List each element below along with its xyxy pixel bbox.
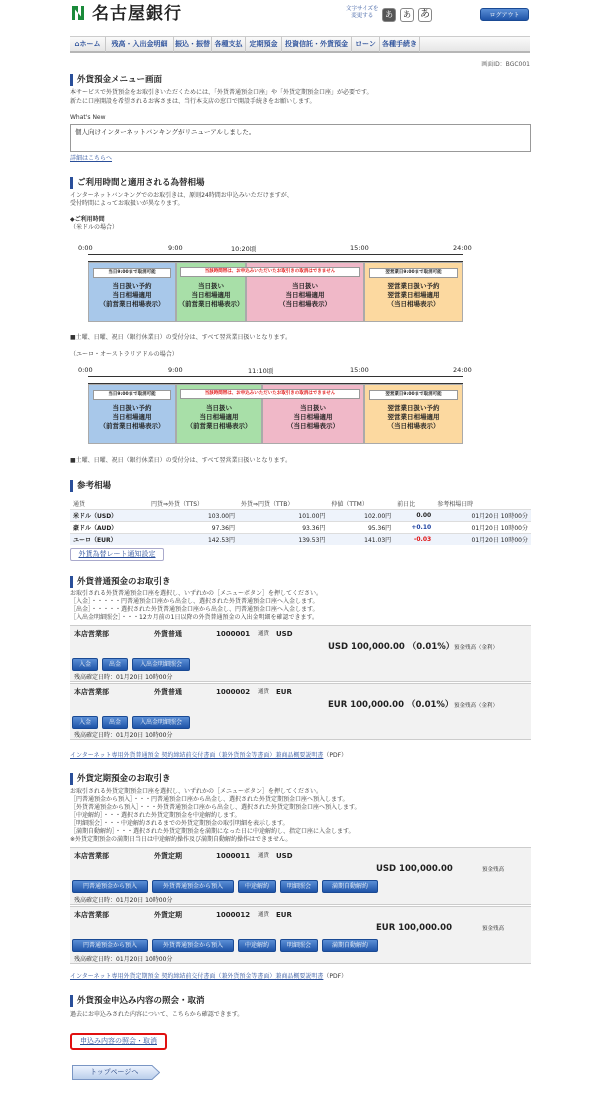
usd-tick-2: 10:20頃 xyxy=(231,245,257,253)
ordinary-desc-1: お取引される外貨普通預金口座を選択し、いずれかの［メニューボタン］を押してください。 xyxy=(70,590,323,597)
weekend-note-usd: ■土曜、日曜、祝日（銀行休業日）の受付分は、すべて翌営業日扱いとなります。 xyxy=(70,334,292,341)
time-desc-1: お取引される外貨定期預金口座を選択し、いずれかの［メニューボタン］を押してください。 xyxy=(70,788,323,795)
ordinary-balance-2: EUR 100,000.00 （0.01%） xyxy=(328,700,454,710)
font-size-medium-button[interactable]: あ xyxy=(400,8,414,22)
bank-name: 名古屋銀行 xyxy=(92,4,182,24)
ordinary-title: 外貨普通預金のお取引き xyxy=(70,576,171,588)
time-bar xyxy=(88,376,463,384)
time-title: 外貨定期預金のお取引き xyxy=(70,773,171,785)
nav-time-deposit[interactable]: 定期預金 xyxy=(246,37,282,52)
time-desc-4: ［中途解約］・・・選択された外貨定期預金を中途解約します。 xyxy=(70,812,241,819)
nav-transfer[interactable]: 振込・振替 xyxy=(174,37,212,52)
ordinary-desc-2: ［入金］・・・・・円普通預金口座から出金し、選択された外貨普通預金口座へ入金します。 xyxy=(70,598,319,605)
usd-caption: （米ドルの場合） xyxy=(70,224,119,231)
weekend-note-eur: ■土曜、日曜、祝日（銀行休業日）の受付分は、すべて翌営業日扱いとなります。 xyxy=(70,457,292,464)
usd-col-9-1020: 当日扱い 当日相場適用 （前営業日相場表示） xyxy=(176,262,246,322)
usd-col-1020-15: 当日扱い 当日相場適用 （当日相場表示） xyxy=(246,262,364,322)
whats-new-box: 個人向けインターネットバンキングがリニューアルしました。 xyxy=(70,124,531,152)
time-bar xyxy=(88,254,463,262)
hours-desc-2: 受付時間によってお取扱いが異なります。 xyxy=(70,200,184,207)
font-size-large-button[interactable]: あ xyxy=(420,9,430,20)
yen-deposit-button[interactable]: 円普通預金から預入 xyxy=(72,880,148,893)
home-icon: ⌂ xyxy=(74,40,80,48)
detail-inquiry-button[interactable]: 明細照会 xyxy=(280,880,318,893)
yen-deposit-button[interactable]: 円普通預金から預入 xyxy=(72,939,148,952)
page-title: 外貨預金メニュー画面 xyxy=(70,74,162,86)
usd-col-before-9: 当日9:00まで取消可能 当日扱い予約 当日相場適用 （前営業日相場表示） xyxy=(88,262,176,322)
fx-deposit-button[interactable]: 外貨普通預金から預入 xyxy=(152,880,234,893)
usd-timeline xyxy=(78,244,472,326)
withdraw-button[interactable]: 出金 xyxy=(102,716,128,729)
inquiry-desc: 過去にお申込みされた内容について、こちらから確認できます。 xyxy=(70,1011,244,1018)
ordinary-pdf-link[interactable]: インターネット専用外貨普通預金 契約締結前交付書面（兼外貨預金等書面）兼商品概要説明書 xyxy=(70,752,324,759)
eur-col-before-9: 当日9:00まで取消可能 当日扱い予約 当日相場適用 （前営業日相場表示） xyxy=(88,384,176,444)
menu-desc-2: 新たに口座開設を希望されるお客さまは、当行本支店の窓口で開設手続きをお願いします。 xyxy=(70,98,316,105)
usd-columns xyxy=(88,262,463,324)
time-pdf-link[interactable]: インターネット専用外貨定期預金 契約締結前交付書面（兼外貨預金等書面）兼商品概要説明書 xyxy=(70,973,324,980)
deposit-button[interactable]: 入金 xyxy=(72,658,98,671)
global-nav xyxy=(70,36,530,53)
eur-col-after-15: 翌営業日9:00まで取消可能 翌営業日扱い予約 翌営業日相場適用 （当日相場表示） xyxy=(364,384,463,444)
rate-row-usd: 米ドル（USD） 103.00円 101.00円 102.00円 0.00 01月20日 10時00分 xyxy=(70,510,531,522)
usd-tick-0: 0:00 xyxy=(78,244,93,252)
bank-logo-icon xyxy=(70,4,86,22)
auto-cancel-button[interactable]: 満期自動解約 xyxy=(322,939,378,952)
time-balance-2: EUR 100,000.00 xyxy=(376,923,452,933)
nav-investment[interactable]: 投資信託・外貨預金 xyxy=(282,37,352,52)
inquiry-title: 外貨預金申込み内容の照会・取消 xyxy=(70,995,205,1007)
ordinary-account-1: 本店営業部 外貨普通 1000001 通貨 USD USD 100,000.00 （0.01%） 預金残高（金利） 入金 出金 入出金明細照会 残高確定日時：01月20日 10時00分 xyxy=(70,625,531,682)
usd-col-after-15: 翌営業日9:00まで取消可能 翌営業日扱い予約 翌営業日相場適用 （当日相場表示） xyxy=(364,262,463,322)
ordinary-balance-1: USD 100,000.00 （0.01%） xyxy=(328,642,455,652)
eur-col-9-1110: 当日扱い 当日相場適用 （前営業日相場表示） xyxy=(176,384,262,444)
nav-balance[interactable]: 残高・入出金明細 xyxy=(106,37,174,52)
ordinary-pdf-row: インターネット専用外貨普通預金 契約締結前交付書面（兼外貨預金等書面）兼商品概要説明書（PDF） xyxy=(70,752,348,759)
time-pdf-row: インターネット専用外貨定期預金 契約締結前交付書面（兼外貨預金等書面）兼商品概要説明書（PDF） xyxy=(70,973,348,980)
whats-new-label: What's New xyxy=(70,114,106,121)
transaction-detail-button[interactable]: 入出金明細照会 xyxy=(132,658,190,671)
screen-id: 画面ID：BGC001 xyxy=(481,61,530,68)
eur-tick-2: 11:10頃 xyxy=(248,367,274,375)
withdraw-button[interactable]: 出金 xyxy=(102,658,128,671)
usd-no-cancel-note: 当該時間帯は、お申込みいただいたお取引きの取消はできません xyxy=(180,267,360,277)
time-desc-6: ［満期自動解約］・・・選択された外貨定期預金を満期になった日に中途解約し、指定口座に入金します。 xyxy=(70,828,355,835)
menu-desc-1: 本サービスで外貨預金をお取引きいただくためには、「外貨普通預金口座」や「外貨定期預金口座」が必要です。 xyxy=(70,89,373,96)
rate-table xyxy=(70,498,531,545)
time-balance-1: USD 100,000.00 xyxy=(376,864,453,874)
eur-caption: （ユーロ・オーストラリアドルの場合） xyxy=(70,351,178,358)
rate-header-row: 通貨 円貨⇒外貨（TTS） 外貨⇒円貨（TTB） 仲値（TTM） 前日比 参考相場日時 xyxy=(73,501,474,508)
hours-desc-1: インターネットバンキングでのお取引きは、原則24時間お申込みいただけますが、 xyxy=(70,192,293,199)
rate-row-aud: 豪ドル（AUD） 97.36円 93.36円 95.36円 +0.10 01月20日 10時00分 xyxy=(70,522,531,534)
eur-tick-4: 24:00 xyxy=(453,366,472,374)
time-desc-5: ［明細照会］・・・中途解約されるまでの外貨定期預金の取引明細を表示します。 xyxy=(70,820,289,827)
eur-tick-3: 15:00 xyxy=(350,366,369,374)
details-link[interactable]: 詳細はこちらへ xyxy=(70,155,113,162)
time-account-2: 本店営業部 外貨定期 1000012 通貨 EUR EUR 100,000.00 預金残高 円普通預金から預入 外貨普通預金から預入 中途解約 明細照会 満期自動解約 残高確定日時：01月20日 10時00分 xyxy=(70,906,531,964)
usd-tick-3: 15:00 xyxy=(350,244,369,252)
eur-tick-0: 0:00 xyxy=(78,366,93,374)
detail-inquiry-button[interactable]: 明細照会 xyxy=(280,939,318,952)
top-page-label: トップページへ xyxy=(90,1068,139,1076)
font-size-label: 文字サイズを 変更する xyxy=(346,6,379,20)
inquiry-link[interactable]: 申込み内容の照会・取消 xyxy=(70,1033,167,1050)
rates-title: 参考相場 xyxy=(70,480,111,492)
eur-col-1110-15: 当日扱い 当日相場適用 （当日相場表示） xyxy=(262,384,364,444)
rate-row-eur: ユーロ（EUR） 142.53円 139.53円 141.03円 -0.03 01月20日 10時00分 xyxy=(70,534,531,546)
hours-subtitle: ◆ご利用時間 xyxy=(70,216,105,223)
early-cancel-button[interactable]: 中途解約 xyxy=(238,939,276,952)
early-cancel-button[interactable]: 中途解約 xyxy=(238,880,276,893)
deposit-button[interactable]: 入金 xyxy=(72,716,98,729)
nav-home[interactable]: ⌂ホーム xyxy=(70,37,106,52)
eur-tick-1: 9:00 xyxy=(168,366,183,374)
time-desc-7: ※外貨定期預金の満期日当日は中途解約操作及び満期自動解約操作はできません。 xyxy=(70,836,292,843)
hours-title: ご利用時間と適用される為替相場 xyxy=(70,177,205,189)
rate-notify-button[interactable]: 外貨為替レート通知設定 xyxy=(70,548,164,561)
time-account-1: 本店営業部 外貨定期 1000011 通貨 USD USD 100,000.00 預金残高 円普通預金から預入 外貨普通預金から預入 中途解約 明細照会 満期自動解約 残高確定日時：01月20日 10時00分 xyxy=(70,847,531,905)
usd-tick-4: 24:00 xyxy=(453,244,472,252)
auto-cancel-button[interactable]: 満期自動解約 xyxy=(322,880,378,893)
ordinary-desc-3: ［出金］・・・・・選択された外貨普通預金口座から出金し、円普通預金口座へ入金します。 xyxy=(70,606,319,613)
nav-payment[interactable]: 各種支払 xyxy=(212,37,246,52)
fx-deposit-button[interactable]: 外貨普通預金から預入 xyxy=(152,939,234,952)
eur-no-cancel-note: 当該時間帯は、お申込みいただいたお取引きの取消はできません xyxy=(180,389,360,399)
nav-loan[interactable]: ローン xyxy=(352,37,380,52)
eur-columns xyxy=(88,384,463,446)
font-size-small-button[interactable]: あ xyxy=(382,8,396,22)
transaction-detail-button[interactable]: 入出金明細照会 xyxy=(132,716,190,729)
logout-button[interactable]: ログアウト xyxy=(480,8,529,21)
usd-tick-1: 9:00 xyxy=(168,244,183,252)
time-desc-2: ［円普通預金から預入］・・・円普通預金口座から出金し、選択された外貨定期預金口座へ預入します。 xyxy=(70,796,349,803)
ordinary-desc-4: ［入出金明細照会］・・・12カ月前の1日以降の外貨普通預金の入出金明細を確認できます。 xyxy=(70,614,318,621)
eur-timeline xyxy=(78,366,472,448)
ordinary-account-2: 本店営業部 外貨普通 1000002 通貨 EUR EUR 100,000.00 （0.01%） 預金残高（金利） 入金 出金 入出金明細照会 残高確定日時：01月20日 10時00分 xyxy=(70,683,531,740)
nav-procedures[interactable]: 各種手続き xyxy=(380,37,420,52)
time-desc-3: ［外貨普通預金から預入］・・・外貨普通預金口座から出金し、選択された外貨定期預金口座へ預入します。 xyxy=(70,804,361,811)
